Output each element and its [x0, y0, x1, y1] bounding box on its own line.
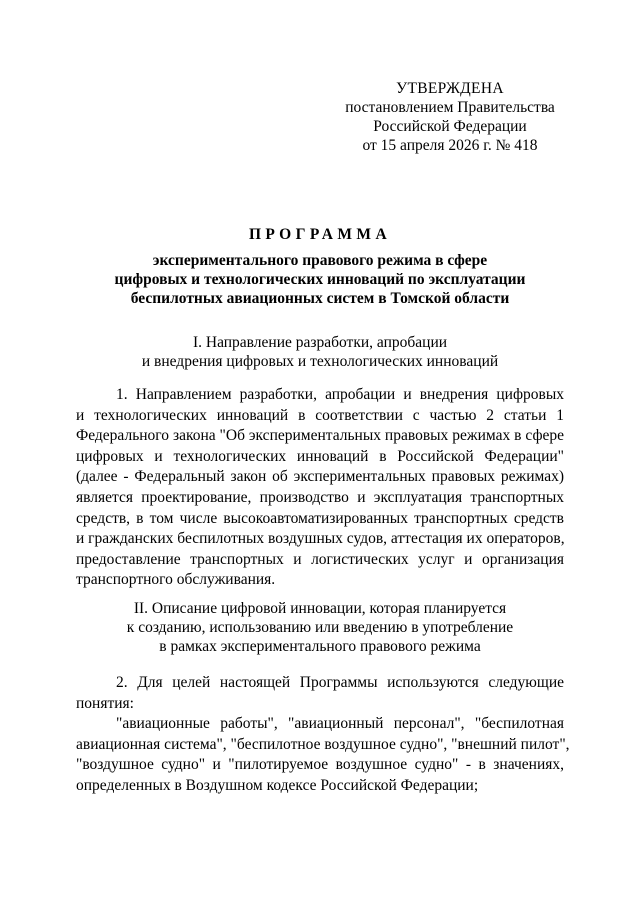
section-heading-1	[76, 333, 564, 371]
paragraph-line: определенных в Воздушном кодексе Российской Федерации;	[76, 776, 479, 794]
heading-line: II. Описание цифровой инновации, которая планируется	[133, 600, 507, 617]
document-subtitle	[76, 251, 564, 308]
heading-line: в рамках экспериментального правового режима	[159, 638, 481, 655]
heading-line: I. Направление разработки, апробации	[192, 334, 448, 351]
paragraph-line: понятия:	[76, 694, 134, 712]
paragraph-line: "авиационные работы", "авиационный персонал", "беспилотная	[116, 715, 564, 732]
subtitle-line: цифровых и технологических инноваций по эксплуатации	[114, 271, 526, 288]
paragraph-line: транспортного обслуживания.	[76, 571, 276, 589]
heading-line: и внедрения цифровых и технологических инноваций	[141, 353, 499, 370]
paragraph-line: (далее - Федеральный закон об экспериментальных правовых режимах)	[76, 468, 564, 486]
paragraph-line: и технологических инноваций в соответствии с частью 2 статьи 1	[76, 406, 564, 424]
paragraph-line: 2. Для целей настоящей Программы используются следующие	[116, 674, 564, 691]
subtitle-line: экспериментального правового режима в сфере	[152, 252, 488, 269]
paragraph-line: предоставление транспортных и логистических услуг и организация	[76, 550, 564, 568]
paragraph-line: средств, в том числе высокоавтоматизированных транспортных средств	[76, 509, 564, 527]
paragraph-line: Федерального закона "Об экспериментальных правовых режимах в сфере	[76, 427, 564, 445]
approval-line: постановлением Правительства	[345, 99, 555, 116]
paragraph-2	[76, 673, 564, 714]
paragraph-line: авиационная система", "беспилотное воздушное судно", "внешний пилот",	[76, 735, 570, 753]
section-heading-2	[76, 599, 564, 656]
approval-block	[330, 79, 570, 155]
paragraph-line: 1. Направлением разработки, апробации и внедрения цифровых	[116, 386, 564, 403]
paragraph-line: и гражданских беспилотных воздушных судов, аттестация их операторов,	[76, 530, 565, 548]
paragraph-1	[76, 385, 564, 591]
paragraph-line: цифровых и технологических инноваций в Российской Федерации"	[76, 447, 564, 465]
paragraph-3	[76, 714, 570, 796]
paragraph-line: является проектирование, производство и эксплуатация транспортных	[76, 488, 564, 506]
approval-date-number: от 15 апреля 2026 г. № 418	[362, 137, 538, 154]
document-title: ПРОГРАММА	[248, 226, 392, 243]
subtitle-line: беспилотных авиационных систем в Томской области	[130, 290, 510, 307]
approval-line: Российской Федерации	[373, 118, 527, 135]
paragraph-line: "воздушное судно" и "пилотируемое воздушное судно" - в значениях,	[76, 756, 564, 774]
heading-line: к созданию, использованию или введению в употребление	[126, 619, 514, 636]
approval-title: УТВЕРЖДЕНА	[396, 80, 504, 97]
